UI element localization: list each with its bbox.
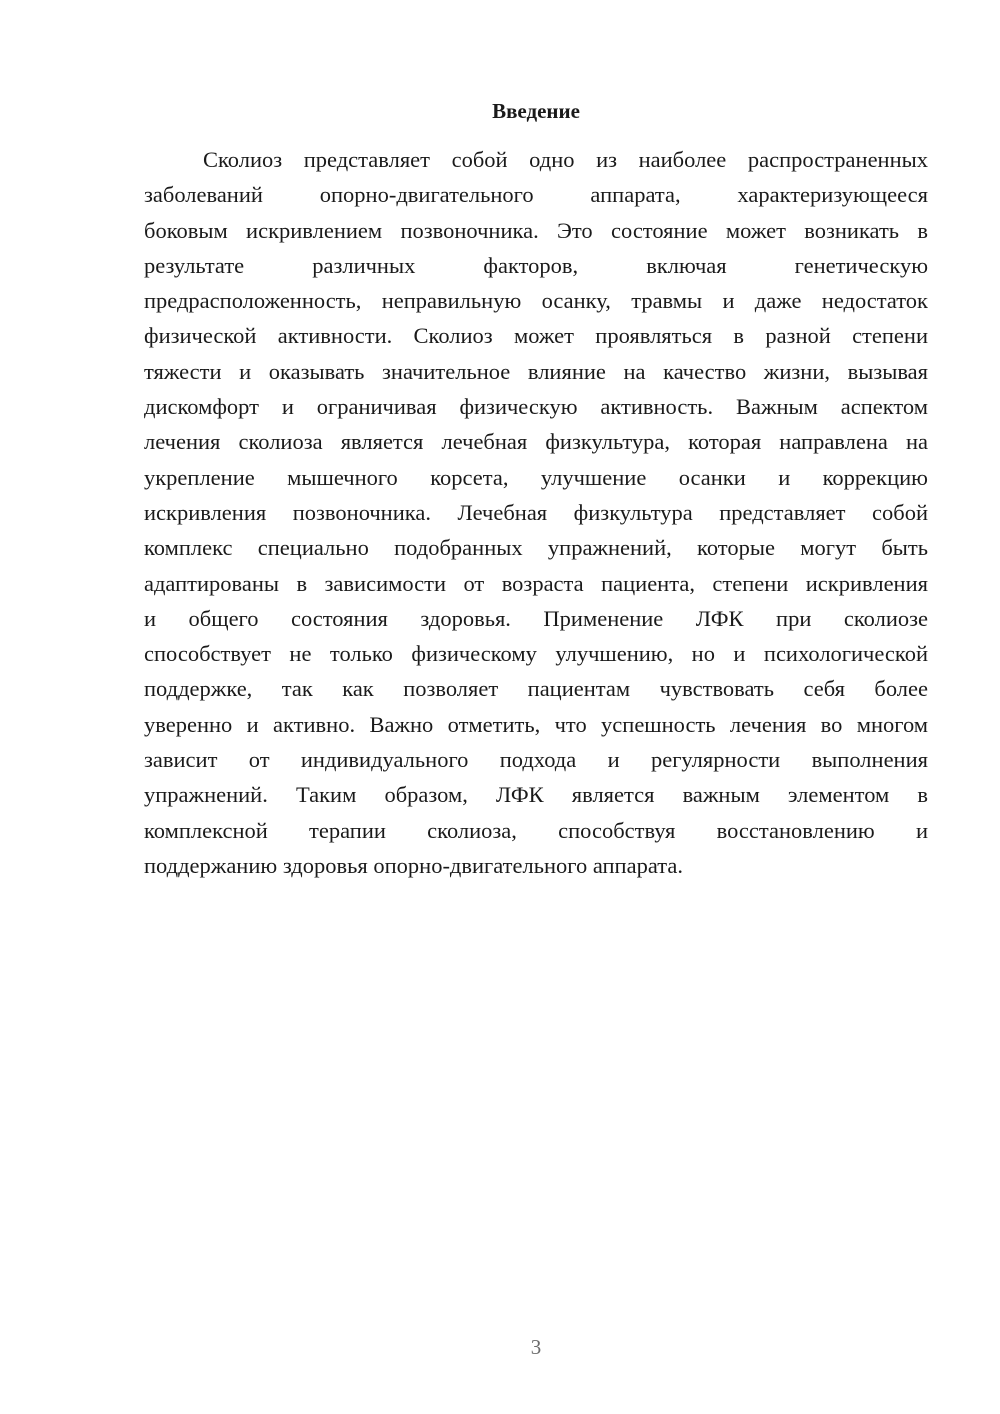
paragraph-line: Сколиоз представляет собой одно из наиболее распространенных <box>203 147 928 172</box>
paragraph-line: поддержанию здоровья опорно-двигательного аппарата. <box>144 852 683 878</box>
paragraph-line: результате различных факторов, включая генетическую <box>144 252 928 278</box>
paragraph-line: укрепление мышечного корсета, улучшение осанки и коррекцию <box>144 464 928 490</box>
paragraph-line: лечения сколиоза является лечебная физкультура, которая направлена на <box>144 429 928 455</box>
page-number: 3 <box>530 1335 542 1359</box>
paragraph-line: способствует не только физическому улучшению, но и психологической <box>144 641 928 667</box>
section-heading: Введение <box>492 99 580 123</box>
paragraph-line: заболеваний опорно-двигательного аппарата, характеризующееся <box>144 182 928 208</box>
paragraph-line: искривления позвоночника. Лечебная физкультура представляет собой <box>144 499 928 525</box>
paragraph-line: комплекс специально подобранных упражнений, которые могут быть <box>144 535 928 561</box>
paragraph-line: уверенно и активно. Важно отметить, что успешность лечения во многом <box>144 711 928 737</box>
paragraph-line: зависит от индивидуального подхода и регулярности выполнения <box>144 747 928 773</box>
paragraph-line: поддержке, так как позволяет пациентам чувствовать себя более <box>144 676 928 702</box>
paragraph-line: дискомфорт и ограничивая физическую активность. Важным аспектом <box>144 394 928 420</box>
paragraph-line: физической активности. Сколиоз может проявляться в разной степени <box>144 323 928 349</box>
paragraph-line: боковым искривлением позвоночника. Это состояние может возникать в <box>144 217 928 243</box>
paragraph-line: комплексной терапии сколиоза, способствуя восстановлению и <box>144 817 928 843</box>
paragraph-line: и общего состояния здоровья. Применение ЛФК при сколиозе <box>144 605 928 631</box>
paragraph-line: адаптированы в зависимости от возраста пациента, степени искривления <box>144 570 928 596</box>
intro-paragraph <box>144 142 928 883</box>
paragraph-line: тяжести и оказывать значительное влияние на качество жизни, вызывая <box>144 358 928 384</box>
paragraph-line: предрасположенность, неправильную осанку, травмы и даже недостаток <box>144 288 928 314</box>
paragraph-line: упражнений. Таким образом, ЛФК является важным элементом в <box>144 782 928 808</box>
